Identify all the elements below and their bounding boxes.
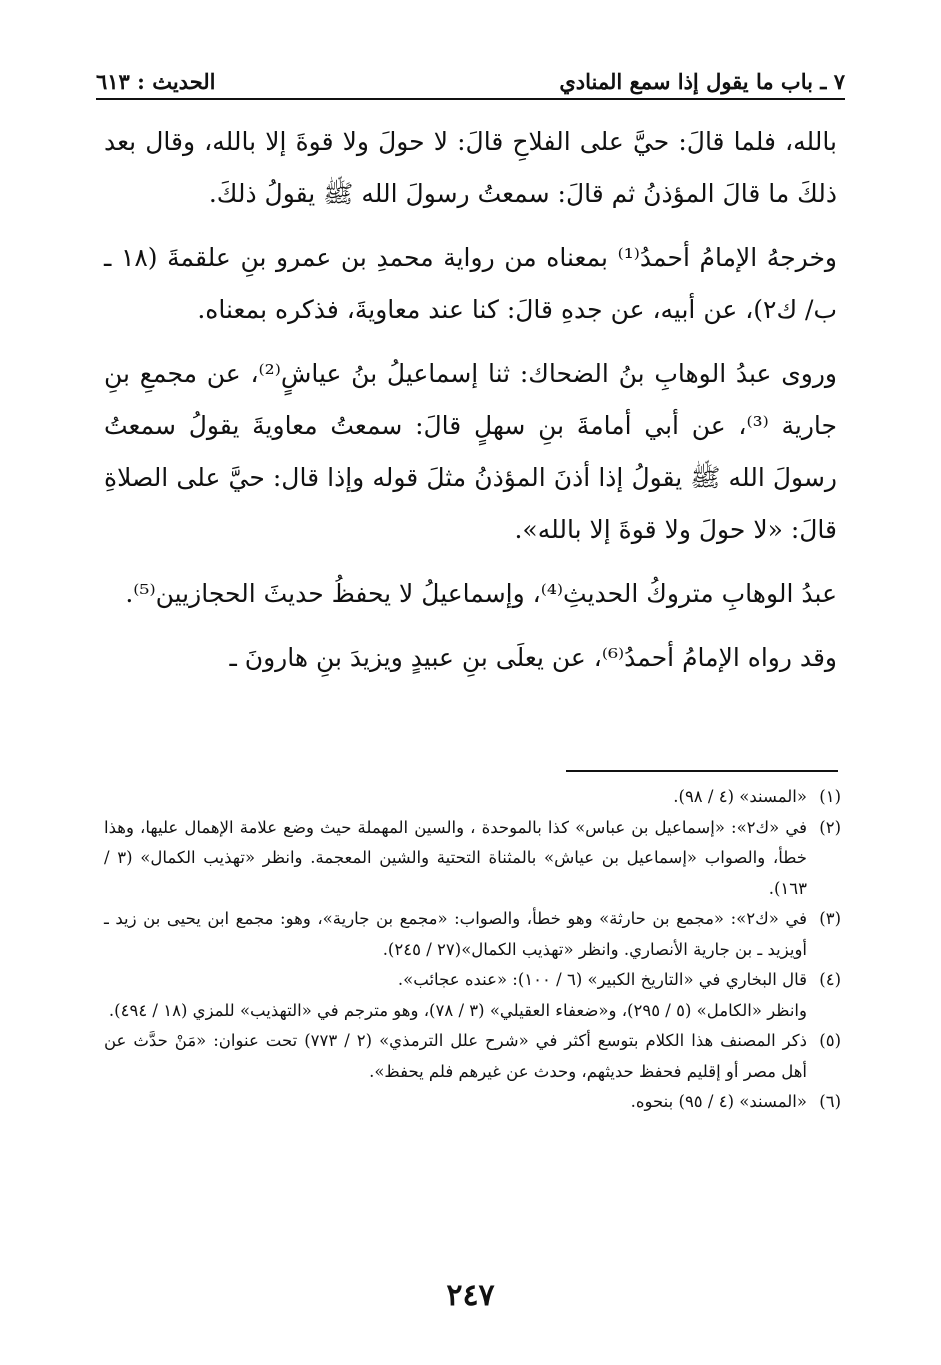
footnote [104, 782, 841, 813]
footnote-text: «المسند» (٤ / ٩٥) بنحوه. [630, 1092, 807, 1111]
footnote-number: (٦) [819, 1092, 841, 1111]
page-number: ٢٤٧ [446, 1278, 495, 1313]
footnote [104, 904, 841, 965]
footnotes [104, 782, 841, 1118]
footnote [104, 1026, 841, 1087]
footnote-divider [566, 770, 838, 772]
footnote-text: ذكر المصنف هذا الكلام بتوسع أكثر في «شرح علل الترمذي» (٢ / ٧٧٣) تحت عنوان: «مَنْ حدَّث عن أهل مصر أو إقليم فحفظ حديثهم، وحدث عن غيرهم فلم يحفظ». [104, 1031, 807, 1081]
running-header [96, 58, 845, 94]
footnote-number: (٣) [819, 909, 841, 928]
footnote-text: «المسند» (٤ / ٩٨). [673, 787, 807, 806]
main-text [104, 116, 837, 696]
footnote-number: (٤) [819, 970, 841, 989]
hadith-reference: الحديث : ٦١٣ [96, 69, 216, 94]
chapter-title: ٧ ـ باب ما يقول إذا سمع المنادي [559, 69, 845, 94]
footnote-continuation [104, 996, 841, 1027]
header-divider [96, 98, 845, 100]
footnote [104, 1087, 841, 1118]
paragraph: وقد رواه الإمامُ أحمدُ⁽⁶⁾، عن يعلَى بنِ عبيدٍ ويزيدَ بنِ هارونَ ـ [229, 643, 837, 672]
footnote [104, 813, 841, 905]
paragraph: وروى عبدُ الوهابِ بنُ الضحاك: ثنا إسماعيلُ بنُ عياشٍ⁽²⁾، عن مجمعِ بنِ جارية ⁽³⁾، عن أبي أمامةَ بنِ سهلٍ قالَ: سمعتُ معاويةَ يقولُ سمعتُ رسولَ الله ﷺ يقولُ إذا أذنَ المؤذنُ مثلَ قوله وإذا قال: حيَّ على الصلاةِ قالَ: «لا حولَ ولا قوةَ إلا بالله». [104, 359, 838, 544]
footnote-number: (٢) [819, 817, 841, 837]
paragraph: بالله، فلما قالَ: حيَّ على الفلاحِ قالَ: لا حولَ ولا قوةَ إلا بالله، وقال بعد ذلكَ ما قالَ المؤذنُ ثم قالَ: سمعتُ رسولَ الله ﷺ يقولُ ذلكَ. [104, 127, 837, 208]
footnote-text: قال البخاري في «التاريخ الكبير» (٦ / ١٠٠): «عنده عجائب». [397, 970, 807, 989]
footnote [104, 965, 841, 996]
paragraph: عبدُ الوهابِ متروكُ الحديثِ⁽⁴⁾، وإسماعيلُ لا يحفظُ حديثَ الحجازيين⁽⁵⁾. [125, 579, 837, 608]
paragraph: وخرجهُ الإمامُ أحمدُ⁽¹⁾ بمعناه من رواية محمدِ بن عمرو بنِ علقمةَ (١٨ ـ ب/ ك٢)، عن أبيه، عن جدهِ قالَ: كنا عند معاويةَ، فذكره بمعناه. [104, 243, 837, 324]
footnote-number: (١) [819, 787, 841, 806]
footnote-text: وانظر «الكامل» (٥ / ٢٩٥)، و«ضعفاء العقيلي» (٣ / ٧٨)، وهو مترجم في «التهذيب» للمزي (١٨ / ٤٩٤). [108, 1000, 807, 1020]
footnote-text: في «ك٢»: «مجمع بن حارثة» وهو خطأ، والصواب: «مجمع بن جارية»، وهو: مجمع ابن يحيى بن زيد ـ أويزيد ـ بن جارية الأنصاري. وانظر «تهذيب الكمال»(٢٧ / ٢٤٥). [104, 909, 807, 959]
footnote-text: في «ك٢»: «إسماعيل بن عباس» كذا بالموحدة ، والسين المهملة حيث وضع علامة الإهمال عليها، وهذا خطأ، والصواب «إسماعيل بن عياش» بالمثناة التحتية والشين المعجمة. وانظر «تهذيب الكمال» (٣ / ١٦٣). [104, 817, 807, 898]
footnote-number: (٥) [819, 1031, 841, 1050]
